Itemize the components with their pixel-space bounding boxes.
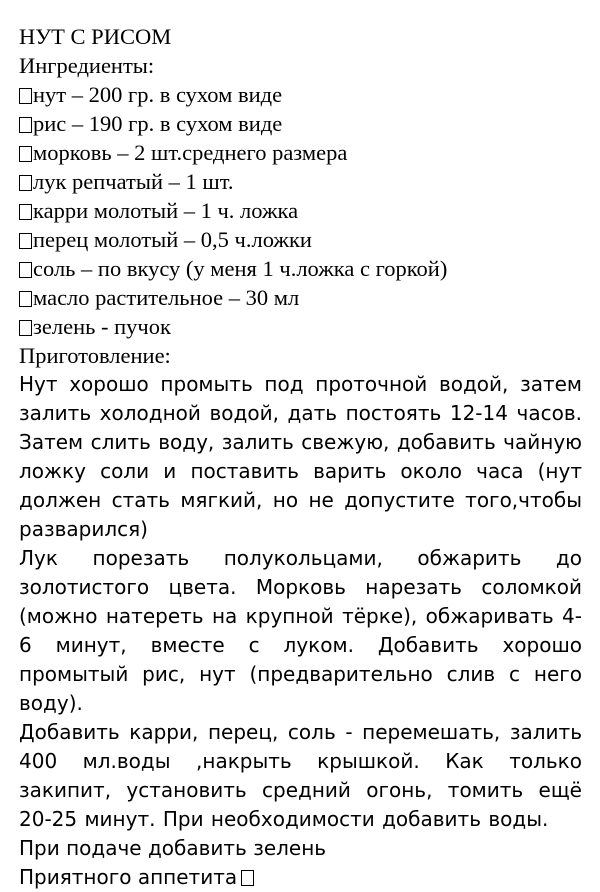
checkbox-icon xyxy=(19,262,32,278)
serving-note: При подаче добавить зелень xyxy=(19,836,327,860)
ingredient-item xyxy=(19,254,582,283)
ingredient-text: рис – 190 гр. в сухом виде xyxy=(33,111,283,136)
checkbox-icon xyxy=(19,291,32,307)
ingredient-text: карри молотый – 1 ч. ложка xyxy=(33,198,299,223)
ingredient-item xyxy=(19,167,582,196)
checkbox-icon xyxy=(19,320,32,336)
ingredient-text: зелень - пучок xyxy=(33,314,171,339)
ingredient-text: лук репчатый – 1 шт. xyxy=(33,169,234,194)
checkbox-icon xyxy=(19,204,32,220)
ingredient-item xyxy=(19,225,582,254)
checkbox-icon xyxy=(19,233,32,249)
closing-text: Приятного аппетита xyxy=(19,865,238,889)
preparation-step: Лук порезать полукольцами, обжарить до золотистого цвета. Морковь нарезать соломкой (можно натереть на крупной тёрке), обжаривать 4-6 минут, вместе с луком. Добавить хорошо промытый рис, нут (предварительно слив с него воду). xyxy=(19,546,582,715)
ingredients-heading: Ингредиенты: xyxy=(19,53,155,78)
ingredient-text: масло растительное – 30 мл xyxy=(33,285,300,310)
ingredient-item xyxy=(19,312,582,341)
checkbox-icon xyxy=(19,117,32,133)
closing-line xyxy=(19,863,582,892)
ingredients-list xyxy=(19,80,582,341)
checkbox-icon xyxy=(19,175,32,191)
preparation-step: Добавить карри, перец, соль - перемешать, залить 400 мл.воды ,накрыть крышкой. Как только закипит, установить средний огонь, томить ещё 20-25 минут. При необходимости добавить воды. xyxy=(19,720,582,831)
ingredient-text: соль – по вкусу (у меня 1 ч.ложка с горкой) xyxy=(33,256,448,281)
preparation-heading: Приготовление: xyxy=(19,343,171,368)
preparation-steps xyxy=(19,370,582,892)
ingredient-item xyxy=(19,138,582,167)
checkbox-icon xyxy=(19,146,32,162)
ingredient-item xyxy=(19,109,582,138)
recipe-title: НУТ С РИСОМ xyxy=(19,24,172,49)
preparation-step: Нут хорошо промыть под проточной водой, затем залить холодной водой, дать постоять 12-14 часов. Затем слить воду, залить свежую, добавить чайную ложку соли и поставить варить около часа (нут должен стать мягкий, но не допустите того,чтобы разварился) xyxy=(19,372,582,541)
ingredient-text: перец молотый – 0,5 ч.ложки xyxy=(33,227,312,252)
ingredient-item xyxy=(19,80,582,109)
ingredient-item xyxy=(19,196,582,225)
checkbox-icon xyxy=(19,88,32,104)
ingredient-text: нут – 200 гр. в сухом виде xyxy=(33,82,283,107)
ingredient-text: морковь – 2 шт.среднего размера xyxy=(33,140,348,165)
ingredient-item xyxy=(19,283,582,312)
